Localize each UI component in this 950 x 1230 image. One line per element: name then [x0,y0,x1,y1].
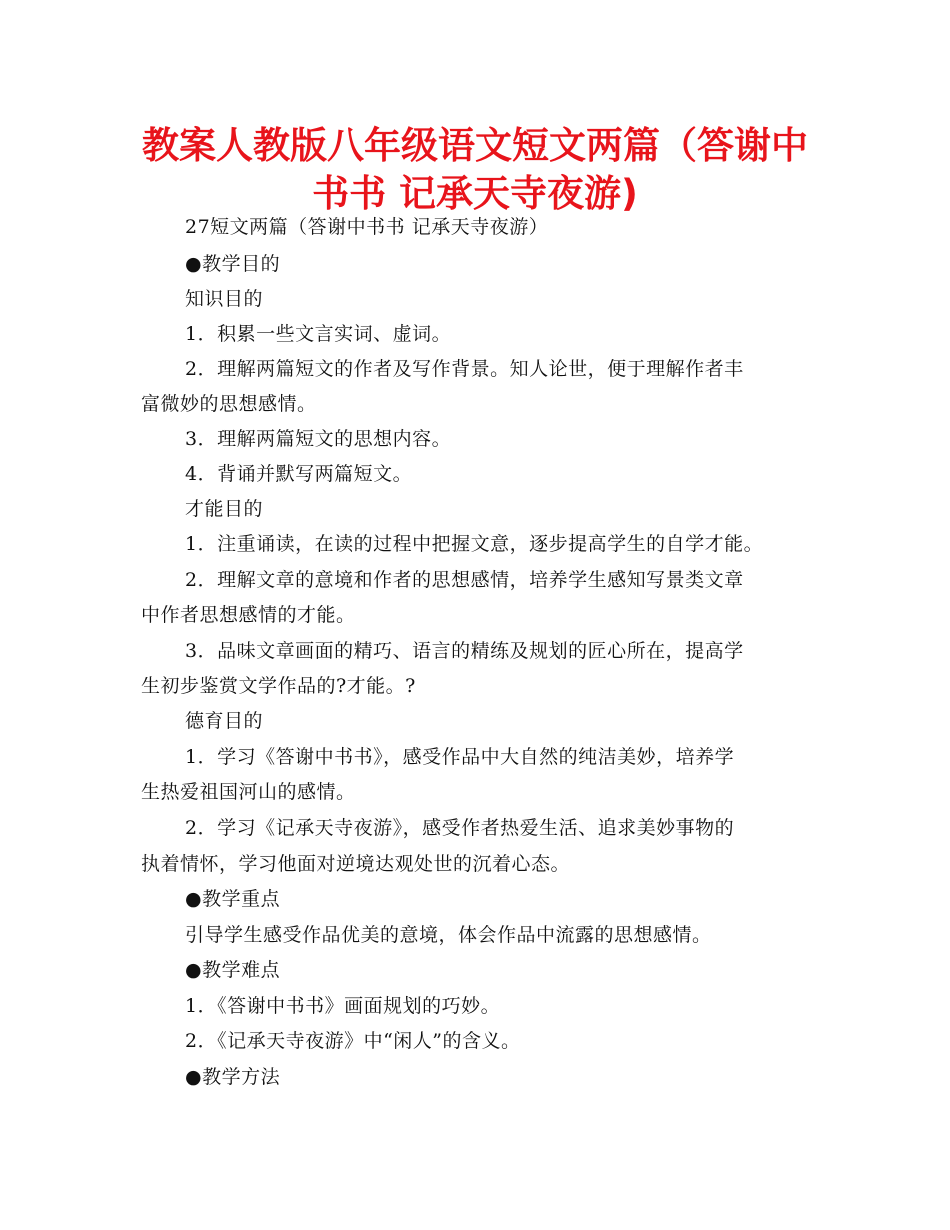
subheading-ability-goals: 才能目的 [185,498,264,520]
paragraph-line: 3．品味文章画面的精巧、语言的精练及规划的匠心所在，提高学 [185,640,744,662]
paragraph-line: 1．注重诵读，在读的过程中把握文意，逐步提高学生的自学才能。 [185,533,764,555]
subheading-moral-goals: 德育目的 [185,710,264,732]
paragraph-line: 2．学习《记承天寺夜游》，感受作者热爱生活、追求美妙事物的 [185,817,735,839]
paragraph-line: 1．积累一些文言实词、虚词。 [185,323,452,345]
paragraph-line: 1．学习《答谢中书书》，感受作品中大自然的纯洁美妙，培养学 [185,746,735,768]
paragraph-line: 富微妙的思想感情。 [141,393,317,415]
subheading-knowledge-goals: 知识目的 [185,288,264,310]
section-heading-teaching-goals: ●教学目的 [185,253,281,275]
paragraph-line: 3．理解两篇短文的思想内容。 [185,428,452,450]
paragraph-line: 执着情怀，学习他面对逆境达观处世的沉着心态。 [141,853,571,875]
paragraph-line: 引导学生感受作品优美的意境，体会作品中流露的思想感情。 [185,924,712,946]
subtitle-line: 27短文两篇（答谢中书书 记承天寺夜游） [185,216,549,238]
paragraph-line: 生初步鉴赏文学作品的?才能。? [141,675,416,697]
paragraph-line: 中作者思想感情的才能。 [141,604,356,626]
section-heading-methods: ●教学方法 [185,1066,281,1088]
section-heading-difficulties: ●教学难点 [185,959,281,981]
paragraph-line: 1．《答谢中书书》画面规划的巧妙。 [185,995,501,1017]
document-title-line-1: 教案人教版八年级语文短文两篇（答谢中 [142,124,808,167]
paragraph-line: 2．《记承天寺夜游》中“闲人”的含义。 [185,1030,521,1052]
document-title-line-2: 书书 记承天寺夜游) [312,172,638,215]
paragraph-line: 生热爱祖国河山的感情。 [141,781,356,803]
paragraph-line: 2．理解文章的意境和作者的思想感情，培养学生感知写景类文章 [185,569,744,591]
section-heading-key-points: ●教学重点 [185,888,281,910]
paragraph-line: 4．背诵并默写两篇短文。 [185,463,413,485]
paragraph-line: 2．理解两篇短文的作者及写作背景。知人论世，便于理解作者丰 [185,358,744,380]
